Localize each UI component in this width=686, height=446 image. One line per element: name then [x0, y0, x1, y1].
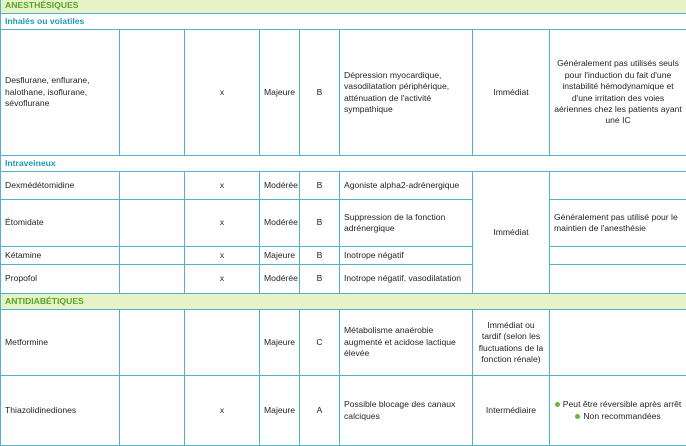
evidence-cell: B	[300, 172, 340, 200]
onset-cell: Immédiat	[473, 30, 550, 156]
severity-cell: Majeure	[260, 376, 300, 446]
section-header-row	[1, 0, 686, 14]
mark-cell: x	[185, 200, 260, 247]
mark-cell: x	[185, 30, 260, 156]
drug-name: Thiazolidinediones	[1, 376, 120, 446]
mark-cell: x	[185, 376, 260, 446]
mark-cell: x	[185, 265, 260, 294]
table-row	[1, 265, 686, 294]
table-row	[1, 310, 686, 376]
comment-bullet	[554, 411, 682, 422]
severity-cell: Majeure	[260, 30, 300, 156]
evidence-cell: A	[300, 376, 340, 446]
mechanism-cell: Possible blocage des canaux calciques	[340, 376, 473, 446]
subsection-title-inhales: Inhalés ou volatiles	[1, 14, 686, 30]
onset-cell: Intermédiaire	[473, 376, 550, 446]
mechanism-cell: Agoniste alpha2-adrénergique	[340, 172, 473, 200]
empty-cell	[120, 247, 185, 265]
onset-cell: Immédiat	[473, 172, 550, 294]
mark-cell: x	[185, 247, 260, 265]
empty-cell	[120, 376, 185, 446]
mechanism-cell: Suppression de la fonction adrénergique	[340, 200, 473, 247]
comment-text: Non recommandées	[583, 411, 660, 422]
comment-text: Peut être réversible après arrêt	[563, 399, 681, 410]
section-header-row	[1, 294, 686, 310]
mechanism-cell: Inotrope négatif	[340, 247, 473, 265]
empty-cell	[120, 172, 185, 200]
evidence-cell: B	[300, 265, 340, 294]
severity-cell: Majeure	[260, 310, 300, 376]
severity-cell: Majeure	[260, 247, 300, 265]
bullet-dot-icon	[575, 414, 580, 419]
comment-cell: Généralement pas utilisés seuls pour l'induction du fait d'une instabilité hémodynamique et d'une irritation des voies aériennes chez les patients ayant une IC	[550, 30, 686, 156]
empty-cell	[120, 265, 185, 294]
drug-name: Kétamine	[1, 247, 120, 265]
empty-cell	[120, 200, 185, 247]
subsection-row	[1, 156, 686, 172]
mark-cell: x	[185, 172, 260, 200]
mechanism-cell: Dépression myocardique, vasodilatation périphérique, atténuation de l'activité sympathique	[340, 30, 473, 156]
mechanism-cell: Métabolisme anaérobie augmenté et acidose lactique élevée	[340, 310, 473, 376]
comment-cell	[550, 265, 686, 294]
comment-bullet	[554, 399, 682, 410]
comment-cell: Généralement pas utilisé pour le maintien de l'anesthésie	[550, 200, 686, 247]
comment-cell	[550, 247, 686, 265]
table-row	[1, 200, 686, 247]
evidence-cell: C	[300, 310, 340, 376]
comment-cell	[550, 172, 686, 200]
evidence-cell: B	[300, 200, 340, 247]
empty-cell	[120, 310, 185, 376]
drug-name: Metformine	[1, 310, 120, 376]
drug-name: Dexmédétomidine	[1, 172, 120, 200]
section-title-antidiabetiques: ANTIDIABÉTIQUES	[1, 294, 686, 310]
subsection-row	[1, 14, 686, 30]
bullet-dot-icon	[555, 402, 560, 407]
table-row	[1, 30, 686, 156]
comment-cell	[550, 310, 686, 376]
table-row	[1, 172, 686, 200]
evidence-cell: B	[300, 30, 340, 156]
subsection-title-intraveineux: Intraveineux	[1, 156, 686, 172]
severity-cell: Modérée	[260, 265, 300, 294]
table-row	[1, 376, 686, 446]
drug-name: Propofol	[1, 265, 120, 294]
onset-cell: Immédiat ou tardif (selon les fluctuations de la fonction rénale)	[473, 310, 550, 376]
empty-cell	[120, 30, 185, 156]
severity-cell: Modérée	[260, 200, 300, 247]
severity-cell: Modérée	[260, 172, 300, 200]
mark-cell	[185, 310, 260, 376]
drug-name: Étomidate	[1, 200, 120, 247]
table-row	[1, 247, 686, 265]
mechanism-cell: Inotrope négatif, vasodilatation	[340, 265, 473, 294]
drug-name: Desflurane, enflurane, halothane, isoflurane, sévoflurane	[1, 30, 120, 156]
section-title-anesthesiques: ANESTHÉSIQUES	[1, 0, 686, 14]
evidence-cell: B	[300, 247, 340, 265]
comment-cell	[550, 376, 686, 446]
